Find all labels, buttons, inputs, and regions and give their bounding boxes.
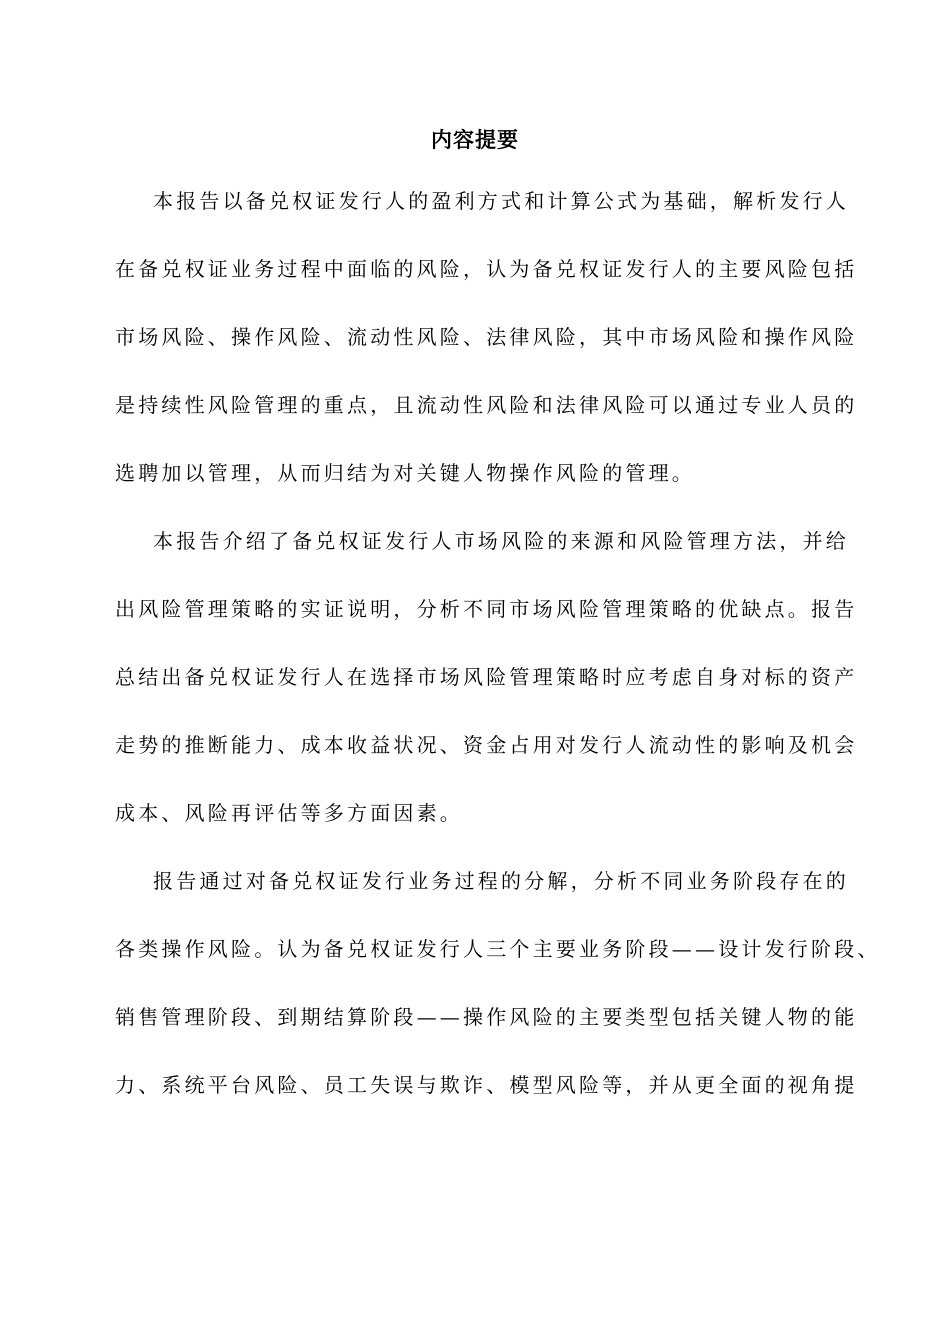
paragraph-2-line-5: 成本、风险再评估等多方面因素。 xyxy=(115,801,463,825)
paragraph-2-line-3: 总结出备兑权证发行人在选择市场风险管理策略时应考虑自身对标的资产 xyxy=(115,665,858,689)
document-body xyxy=(115,183,881,1135)
paragraph-1-line-5: 选聘加以管理，从而归结为对关键人物操作风险的管理。 xyxy=(115,461,695,485)
paragraph-3-line-2: 各类操作风险。认为备兑权证发行人三个主要业务阶段——设计发行阶段、 xyxy=(115,937,881,961)
paragraph-1-line-4: 是持续性风险管理的重点，且流动性风险和法律风险可以通过专业人员的 xyxy=(115,393,858,417)
paragraph-2-line-4: 走势的推断能力、成本收益状况、资金占用对发行人流动性的影响及机会 xyxy=(115,733,858,757)
paragraph-3-line-1: 报告通过对备兑权证发行业务过程的分解，分析不同业务阶段存在的 xyxy=(153,869,849,893)
paragraph-3-line-4: 力、系统平台风险、员工失误与欺诈、模型风险等，并从更全面的视角提 xyxy=(115,1073,858,1097)
paragraph-2-line-2: 出风险管理策略的实证说明，分析不同市场风险管理策略的优缺点。报告 xyxy=(115,597,858,621)
paragraph-1-line-1: 本报告以备兑权证发行人的盈利方式和计算公式为基础，解析发行人 xyxy=(153,189,849,213)
paragraph-3-line-3: 销售管理阶段、到期结算阶段——操作风险的主要类型包括关键人物的能 xyxy=(115,1005,858,1029)
document-title: 内容提要 xyxy=(431,127,519,152)
paragraph-1-line-2: 在备兑权证业务过程中面临的风险，认为备兑权证发行人的主要风险包括 xyxy=(115,257,858,281)
paragraph-1-line-3: 市场风险、操作风险、流动性风险、法律风险，其中市场风险和操作风险 xyxy=(115,325,858,349)
paragraph-2-line-1: 本报告介绍了备兑权证发行人市场风险的来源和风险管理方法，并给 xyxy=(153,529,849,553)
